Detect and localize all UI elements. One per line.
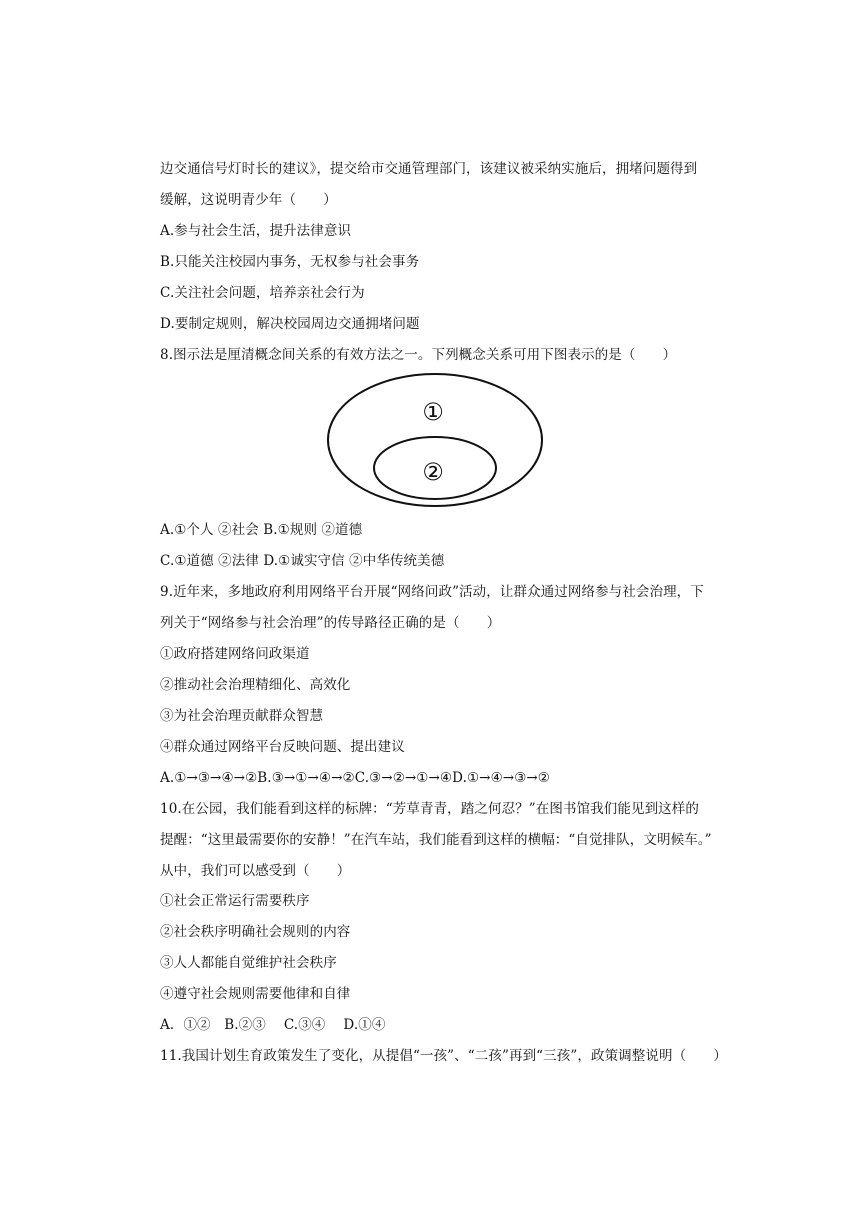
- q10-options: A．①② B.②③ C.③④ D.①④: [160, 1017, 386, 1033]
- q10-item-1: ①社会正常运行需要秩序: [160, 893, 310, 909]
- q10-stem-line-2: 提醒：“这里最需要你的安静！”在汽车站，我们能看到这样的横幅：“自觉排队，文明候车。”: [160, 832, 712, 848]
- q8-stem: 8.图示法是厘清概念间关系的有效方法之一。下列概念关系可用下图表示的是（ ）: [160, 347, 677, 363]
- q7-option-a: A.参与社会生活，提升法律意识: [160, 223, 352, 239]
- outer-ellipse: [328, 374, 542, 506]
- q8-options-line-2: C.①道德 ②法律 D.①诚实守信 ②中华传统美德: [160, 553, 445, 569]
- q7-stem-line-1: 边交通信号灯时长的建议》，提交给市交通管理部门，该建议被采纳实施后，拥堵问题得到: [160, 161, 698, 177]
- q9-item-2: ②推动社会治理精细化、高效化: [160, 677, 351, 693]
- q10-item-4: ④遵守社会规则需要他律和自律: [160, 986, 351, 1002]
- q9-item-3: ③为社会治理贡献群众智慧: [160, 708, 324, 724]
- concept-relation-diagram: [325, 370, 545, 510]
- q9-item-4: ④群众通过网络平台反映问题、提出建议: [160, 739, 405, 755]
- inner-label: ②: [422, 458, 444, 486]
- q10-item-3: ③人人都能自觉维护社会秩序: [160, 955, 337, 971]
- q9-item-1: ①政府搭建网络问政渠道: [160, 646, 310, 662]
- q9-options: A.①→③→④→②B.③→①→④→②C.③→②→①→④D.①→④→③→②: [160, 770, 551, 786]
- q7-option-b: B.只能关注校园内事务，无权参与社会事务: [160, 254, 420, 270]
- q10-item-2: ②社会秩序明确社会规则的内容: [160, 924, 351, 940]
- q9-stem-line-2: 列关于“网络参与社会治理”的传导路径正确的是（ ）: [160, 615, 501, 631]
- q11-stem: 11.我国计划生育政策发生了变化，从提倡“一孩”、“二孩”再到“三孩”，政策调整说明（ ）: [160, 1048, 727, 1064]
- nested-ellipses-figure: [325, 370, 545, 510]
- q10-stem-line-3: 从中，我们可以感受到（ ）: [160, 863, 351, 879]
- q7-stem-line-2: 缓解，这说明青少年（ ）: [160, 192, 337, 208]
- q7-option-d: D.要制定规则，解决校园周边交通拥堵问题: [160, 316, 420, 332]
- q8-options-line-1: A.①个人 ②社会 B.①规则 ②道德: [160, 522, 363, 538]
- q9-stem-line-1: 9.近年来，多地政府利用网络平台开展“网络问政”活动，让群众通过网络参与社会治理，下: [160, 584, 704, 600]
- q7-option-c: C.关注社会问题，培养亲社会行为: [160, 285, 365, 301]
- outer-label: ①: [422, 398, 444, 426]
- q10-stem-line-1: 10.在公园，我们能看到这样的标牌：“芳草青青，踏之何忍？”在图书馆我们能见到这样的: [160, 801, 699, 817]
